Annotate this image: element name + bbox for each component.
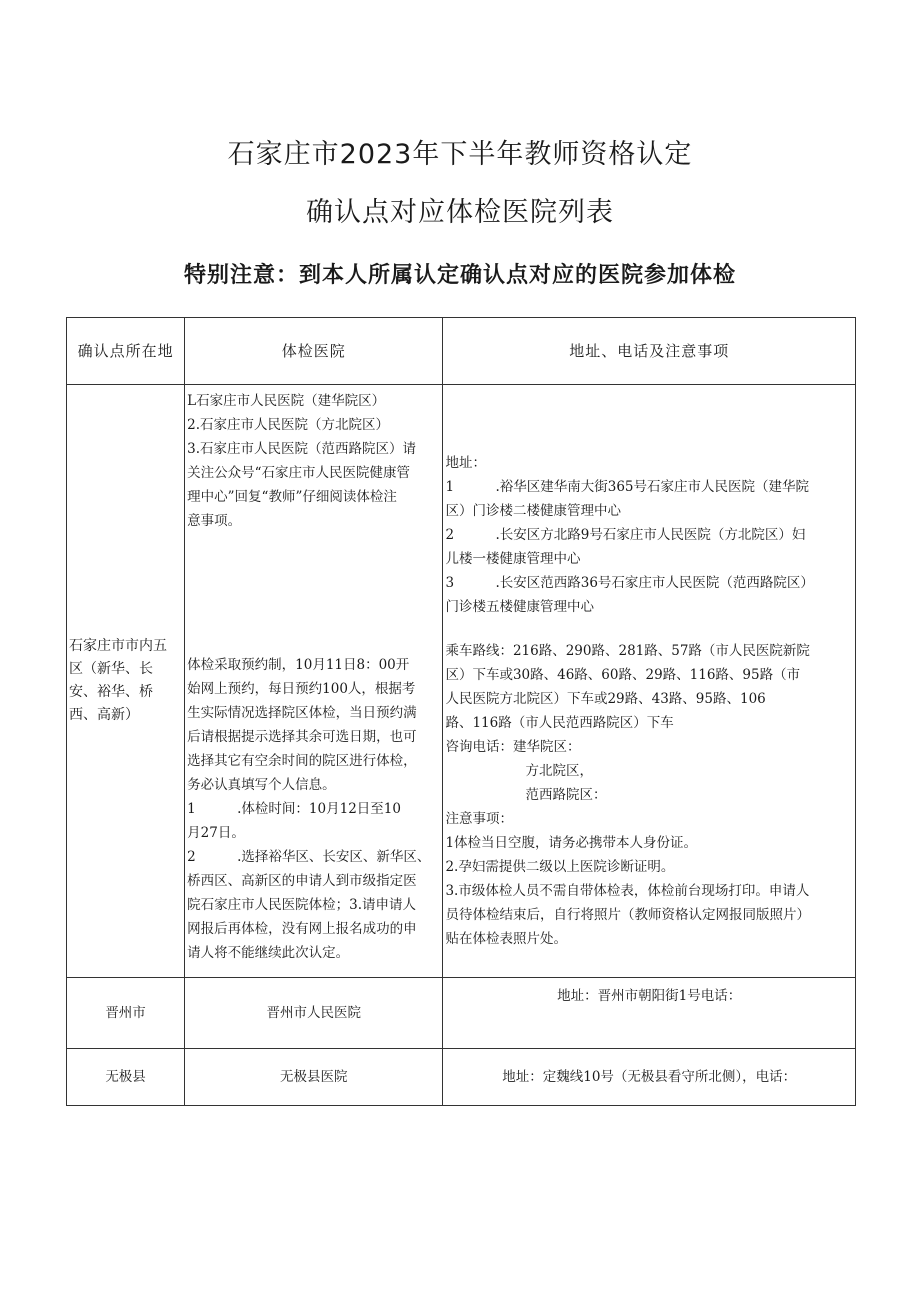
location-line: 区（新华、长 xyxy=(69,661,153,677)
item-text: .选择裕华区、长安区、新华区、 xyxy=(237,849,431,865)
hospital-line: 2.石家庄市人民医院（方北院区） xyxy=(187,417,390,433)
hospital-line: L石家庄市人民医院（建华院区） xyxy=(187,393,386,409)
hospital-line: 关注公众号“石家庄市人民医院健康管 xyxy=(187,465,411,481)
item-number: 3 xyxy=(445,575,455,591)
address-line: 门诊楼五楼健康管理中心 xyxy=(445,599,594,615)
hospital-cell: 晋州市人民医院 xyxy=(185,978,443,1049)
location-cell xyxy=(67,385,185,978)
notes-line: 3.市级体检人员不需自带体检表，体检前台现场打印。申请人 xyxy=(445,883,810,899)
hospital-line: 院石家庄市人民医院体检；3.请申请人 xyxy=(187,897,417,913)
hospital-line: 桥西区、高新区的申请人到市级指定医 xyxy=(187,873,417,889)
hospital-cell xyxy=(185,385,443,978)
special-notice: 特别注意：到本人所属认定确认点对应的医院参加体检 xyxy=(183,263,736,288)
item-text: .长安区范西路36号石家庄市人民医院（范西路院区） xyxy=(495,575,814,591)
location-line: 安、裕华、桥 xyxy=(69,684,153,700)
hospital-line: 3.石家庄市人民医院（范西路院区）请 xyxy=(187,441,417,457)
address-line: 区）门诊楼二楼健康管理中心 xyxy=(445,503,621,519)
table-row xyxy=(67,385,856,978)
location-cell: 晋州市 xyxy=(67,978,185,1049)
item-text: .体检时间：10月12日至10 xyxy=(237,801,401,817)
hospital-line: 始网上预约，每日预约100人，根据考 xyxy=(187,681,416,697)
notes-label: 注意事项： xyxy=(445,811,513,827)
bus-route-line: 人民医院方北院区）下车或29路、43路、95路、106 xyxy=(445,691,766,707)
bus-route-line: 区）下车或30路、46路、60路、29路、116路、95路（市 xyxy=(445,667,801,683)
address-cell: 地址：晋州市朝阳街1号电话： xyxy=(443,978,856,1049)
bus-route-line: 路、116路（市人民范西路院区）下车 xyxy=(445,715,674,731)
address-item xyxy=(445,523,853,547)
hospital-line: 请人将不能继续此次认定。 xyxy=(187,945,350,961)
page-title-line1: 石家庄市2023年下半年教师资格认定 xyxy=(227,139,693,170)
table-row xyxy=(67,1049,856,1106)
hospital-line: 体检采取预约制，10月11日8：00开 xyxy=(187,657,410,673)
hospital-line: 月27日。 xyxy=(187,825,245,841)
hospital-cell: 无极县医院 xyxy=(185,1049,443,1106)
address-cell: 地址：定魏线10号（无极县看守所北侧），电话： xyxy=(443,1049,856,1106)
item-number: 1 xyxy=(445,479,455,495)
phone-line: 范西路院区： xyxy=(525,787,607,803)
hospital-table xyxy=(66,317,856,1106)
hospital-line: 选择其它有空余时间的院区进行体检， xyxy=(187,753,417,769)
item-text: .长安区方北路9号石家庄市人民医院（方北院区）妇 xyxy=(495,527,806,543)
address-item xyxy=(445,475,853,499)
hospital-line: 意事项。 xyxy=(187,513,242,529)
hospital-item xyxy=(187,845,440,869)
hospital-line: 网报后再体检，没有网上报名成功的申 xyxy=(187,921,417,937)
phone-line: 方北院区， xyxy=(525,763,593,779)
hospital-line: 后请根据提示选择其余可选日期，也可 xyxy=(187,729,417,745)
hospital-line: 务必认真填写个人信息。 xyxy=(187,777,336,793)
header-address: 地址、电话及注意事项 xyxy=(443,318,856,385)
notes-line: 贴在体检表照片处。 xyxy=(445,931,567,947)
notes-line: 员待体检结束后，自行将照片（教师资格认定网报同版照片） xyxy=(445,907,810,923)
phone-label: 咨询电话：建华院区： xyxy=(445,739,581,755)
address-item xyxy=(445,571,853,595)
location-cell: 无极县 xyxy=(67,1049,185,1106)
notes-line: 1体检当日空腹，请务必携带本人身份证。 xyxy=(445,835,698,851)
address-line: 儿楼一楼健康管理中心 xyxy=(445,551,581,567)
hospital-line: 生实际情况选择院区体检，当日预约满 xyxy=(187,705,417,721)
table-header-row xyxy=(67,318,856,385)
address-cell xyxy=(443,385,856,978)
hospital-line: 理中心”回复“教师”仔细阅读体检注 xyxy=(187,489,397,505)
item-number: 1 xyxy=(187,801,196,817)
location-line: 西、高新） xyxy=(69,707,139,723)
location-line: 石家庄市市内五 xyxy=(69,638,167,654)
header-hospital: 体检医院 xyxy=(185,318,443,385)
bus-route-line: 乘车路线：216路、290路、281路、57路（市人民医院新院 xyxy=(445,643,810,659)
item-text: .裕华区建华南大街365号石家庄市人民医院（建华院 xyxy=(495,479,810,495)
hospital-item xyxy=(187,797,440,821)
table-row xyxy=(67,978,856,1049)
header-location: 确认点所在地 xyxy=(67,318,185,385)
page-title-line2: 确认点对应体检医院列表 xyxy=(306,197,614,228)
address-label: 地址： xyxy=(445,455,486,471)
notes-line: 2.孕妇需提供二级以上医院诊断证明。 xyxy=(445,859,675,875)
item-number: 2 xyxy=(187,849,196,865)
item-number: 2 xyxy=(445,527,455,543)
